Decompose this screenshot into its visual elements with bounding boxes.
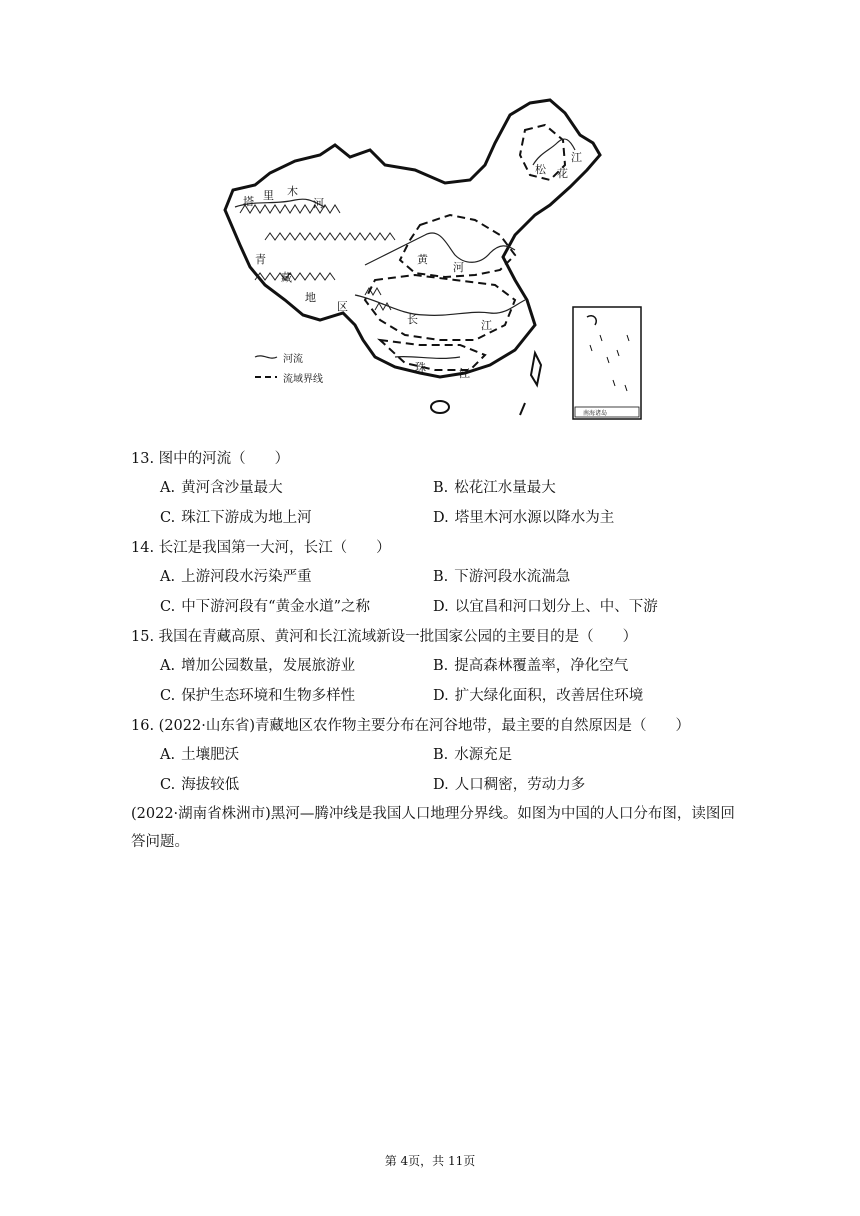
question-15-stem [131,627,637,647]
label-qu: 区 [337,300,348,313]
label-ta: 塔 [243,195,254,208]
option-text: 水源充足 [454,747,513,763]
option-letter: A. [160,658,176,674]
question-16-stem [131,716,690,736]
question-number: 14. [131,540,155,556]
south-china-sea-inset [573,307,641,419]
label-huang: 黄 [417,253,428,266]
mountain-range-himalaya [255,273,335,280]
label-zhu-jiang: 江 [459,367,470,380]
option-text: 人口稠密，劳动力多 [454,777,586,793]
option-letter: D. [433,777,449,793]
q16-option-c [160,775,239,795]
option-text: 保护生态环境和生物多样性 [181,688,356,704]
question-text: 图中的河流（ ） [158,451,290,467]
label-song: 松 [535,163,546,176]
label-zang: 藏 [281,271,292,284]
option-letter: C. [160,688,176,704]
q13-option-d [433,508,614,528]
question-text: (2022·山东省)青藏地区农作物主要分布在河谷地带，最主要的自然原因是（ ） [158,718,690,734]
label-song-jiang: 江 [571,151,582,164]
q14-option-c [160,597,370,617]
option-text: 以宜昌和河口划分上、中、下游 [454,599,658,615]
page-footer: 第 4页，共 11页 [384,1154,476,1168]
option-text: 土壤肥沃 [181,747,240,763]
option-text: 松花江水量最大 [454,480,556,496]
q16-option-a [160,745,239,765]
option-letter: D. [433,688,449,704]
inset-label: 南海诸岛 [583,410,608,417]
option-letter: B. [433,569,449,585]
map-legend [255,352,323,385]
option-text: 黄河含沙量最大 [181,480,283,496]
taiwan-island [531,353,541,385]
label-huang-he: 河 [453,261,464,274]
pearl-river [395,357,460,359]
label-he: 河 [313,197,324,210]
sea-dash [520,403,525,415]
option-text: 增加公园数量，发展旅游业 [181,658,356,674]
label-qing: 青 [255,253,266,266]
option-letter: B. [433,747,449,763]
option-text: 上游河段水污染严重 [181,569,312,585]
q16-option-b [433,745,512,765]
label-chang: 长 [407,313,418,326]
q14-option-d [433,597,658,617]
option-letter: A. [160,569,176,585]
q15-option-a [160,656,355,676]
pearl-river-basin-boundary [380,340,485,370]
question-text: 我国在青藏高原、黄河和长江流域新设一批国家公园的主要目的是（ ） [158,629,638,645]
option-letter: C. [160,777,176,793]
q14-option-b [433,567,570,587]
option-letter: A. [160,480,176,496]
option-text: 下游河段水流湍急 [454,569,571,585]
label-mu: 木 [287,185,298,198]
q13-option-b [433,478,556,498]
reading-passage: (2022·湖南省株洲市)黑河—腾冲线是我国人口地理分界线。如图为中国的人口分布图，读图回答问题。 [131,806,735,850]
option-letter: B. [433,658,449,674]
question-number: 16. [131,718,155,734]
q14-option-a [160,567,312,587]
option-letter: D. [433,599,449,615]
mountain-range-north [240,205,340,213]
mountain-range-kunlun [265,233,395,240]
option-text: 塔里木河水源以降水为主 [454,510,615,526]
option-letter: B. [433,480,449,496]
option-text: 扩大绿化面积，改善居住环境 [454,688,644,704]
q15-option-c [160,686,355,706]
question-number: 13. [131,451,155,467]
hainan-island [431,401,449,413]
label-di: 地 [305,291,316,304]
option-text: 提高森林覆盖率，净化空气 [454,658,629,674]
option-letter: C. [160,510,176,526]
label-zhu: 珠 [415,361,426,374]
question-13-stem [131,449,289,469]
question-14-stem [131,538,391,558]
songhua-river [533,139,575,165]
q13-option-c [160,508,312,528]
legend-river-label: 河流 [283,354,303,365]
option-text: 中下游河段有“黄金水道”之称 [181,599,371,615]
question-number: 15. [131,629,155,645]
label-li: 里 [263,189,274,202]
q15-option-d [433,686,643,706]
legend-boundary-label: 流域界线 [283,374,323,385]
q13-option-a [160,478,283,498]
label-chang-jiang: 江 [481,319,492,332]
option-letter: A. [160,747,176,763]
option-letter: D. [433,510,449,526]
option-text: 海拔较低 [181,777,240,793]
q16-option-d [433,775,585,795]
yangtze-river-basin-boundary [365,275,515,340]
q15-option-b [433,656,628,676]
option-letter: C. [160,599,176,615]
label-hua: 花 [557,167,568,180]
china-map-svg [215,95,645,425]
option-text: 珠江下游成为地上河 [181,510,312,526]
yellow-river [365,233,515,265]
question-text: 长江是我国第一大河，长江（ ） [158,540,391,556]
china-outline [225,100,600,377]
china-rivers-map [215,95,645,425]
